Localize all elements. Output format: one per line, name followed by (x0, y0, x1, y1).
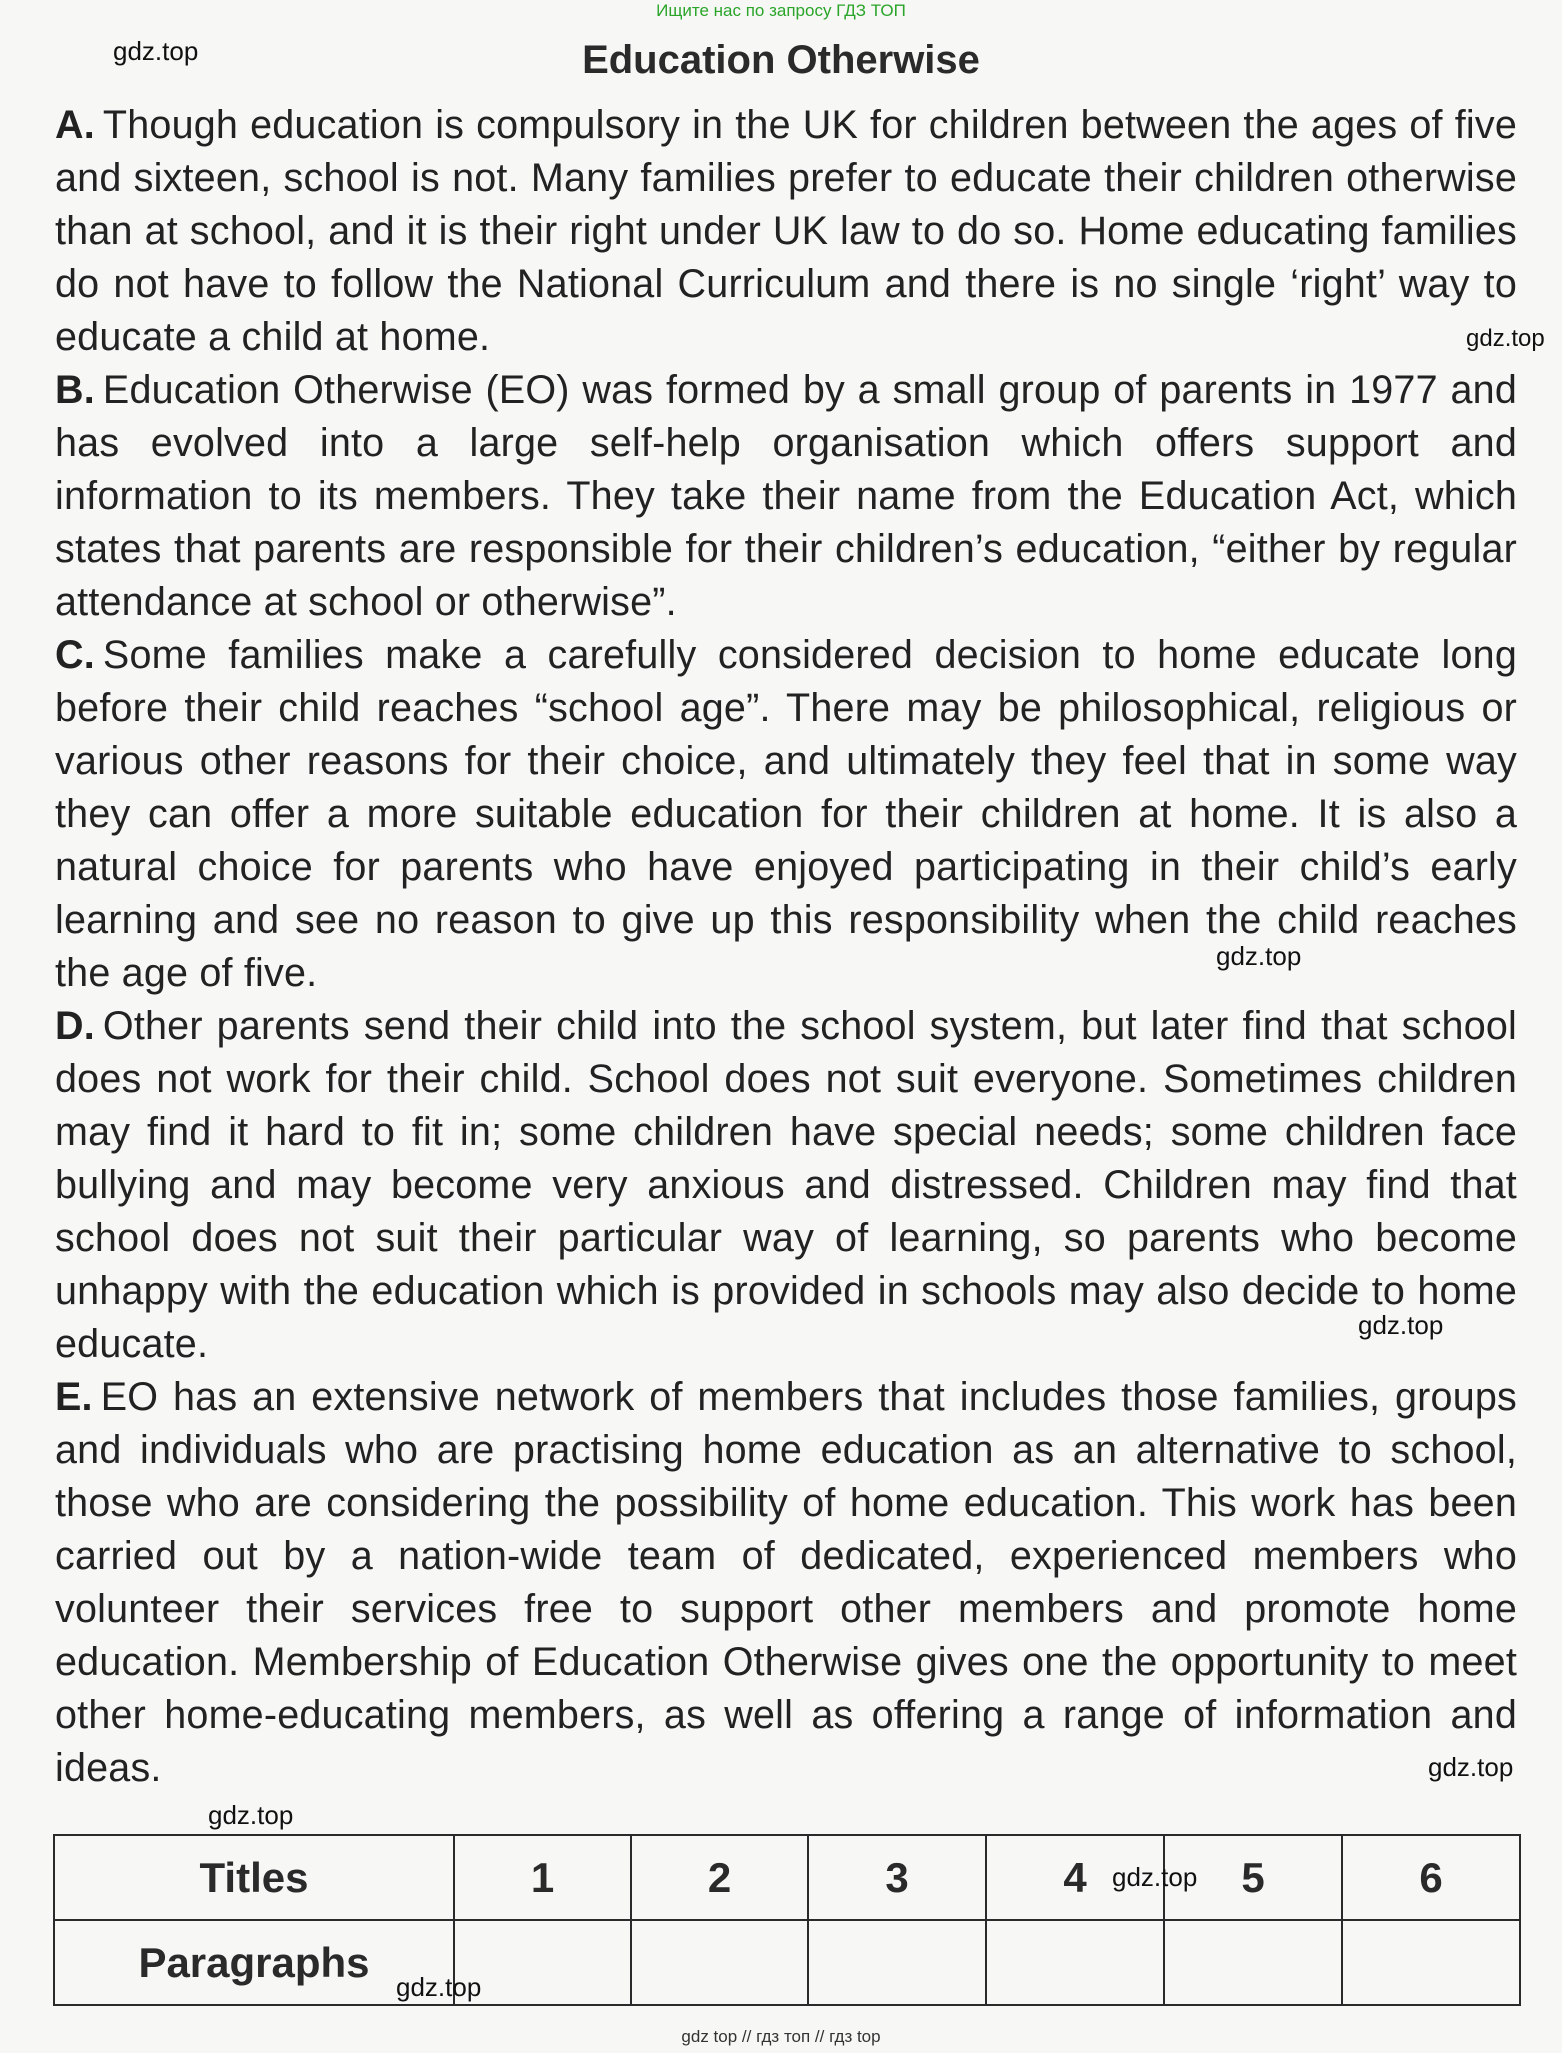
paragraph-d (55, 1000, 1517, 1371)
table-header-cell: 4 (986, 1835, 1164, 1920)
paragraph-letter: C. (55, 633, 95, 677)
paragraph-b (55, 364, 1517, 629)
watermark: gdz.top (396, 1972, 482, 2002)
answer-cell[interactable] (1164, 1920, 1342, 2005)
paragraph-letter: A. (55, 103, 95, 147)
watermark: gdz.top (1216, 941, 1302, 971)
watermark: gdz.top (208, 1800, 294, 1830)
table-header-cell: 1 (454, 1835, 631, 1920)
paragraph-e (55, 1371, 1517, 1795)
article-body (55, 99, 1517, 1795)
watermark: gdz.top (1112, 1862, 1198, 1892)
answer-table (53, 1834, 1521, 2006)
answer-cell[interactable] (1342, 1920, 1520, 2005)
paragraph-c (55, 629, 1517, 1000)
table-header-cell: 3 (808, 1835, 986, 1920)
table-header-titles: Titles (54, 1835, 454, 1920)
watermark: gdz.top (1466, 325, 1545, 352)
paragraph-text: Though education is compulsory in the UK for children between the ages of five and sixteen, school is not. Many families prefer to educate their children otherwise than at school, and it is their right under UK law to do so. Home educating families do not have to follow the National Curriculum and there is no single ‘right’ way to educate a child at home. (55, 103, 1517, 359)
top-banner: Ищите нас по запросу ГДЗ ТОП (656, 1, 906, 20)
table-header-cell: 6 (1342, 1835, 1520, 1920)
paragraph-text: EO has an extensive network of members that includes those families, groups and individuals who are practising home education as an alternative to school, those who are considering the possibility of home education. This work has been carried out by a nation-wide team of dedicated, experienced members who volunteer their services free to support other members and promote home education. Membership of Education Otherwise gives one the opportunity to meet other home-educating members, as well as offering a range of information and ideas. (55, 1375, 1517, 1790)
watermark: gdz.top (113, 36, 199, 66)
table-header-cell: 5 (1164, 1835, 1342, 1920)
paragraph-letter: E. (55, 1375, 93, 1419)
table-header-paragraphs: Paragraphs (54, 1920, 454, 2005)
answer-cell[interactable] (986, 1920, 1164, 2005)
footer-links: gdz top // гдз топ // гдз top (681, 2027, 881, 2046)
table-row-paragraphs (54, 1920, 1520, 2005)
table-header-cell: 2 (631, 1835, 808, 1920)
watermark: gdz.top (1358, 1310, 1444, 1340)
paragraph-letter: D. (55, 1004, 95, 1048)
page-title: Education Otherwise (582, 38, 980, 82)
table-row-titles (54, 1835, 1520, 1920)
watermark: gdz.top (1428, 1752, 1514, 1782)
paragraph-text: Other parents send their child into the school system, but later find that school does not work for their child. School does not suit everyone. Sometimes children may find it hard to fit in; some children have special needs; some children face bullying and may become very anxious and distressed. Children may find that school does not suit their particular way of learning, so parents who become unhappy with the education which is provided in schools may also decide to home educate. (55, 1004, 1517, 1366)
paragraph-text: Some families make a carefully considered decision to home educate long before their child reaches “school age”. There may be philosophical, religious or various other reasons for their choice, and ultimately they feel that in some way they can offer a more suitable education for their children at home. It is also a natural choice for parents who have enjoyed participating in their child’s early learning and see no reason to give up this responsibility when the child reaches the age of five. (55, 633, 1517, 995)
paragraph-text: Education Otherwise (EO) was formed by a small group of parents in 1977 and has evolved into a large self-help organisation which offers support and information to its members. They take their name from the Education Act, which states that parents are responsible for their children’s education, “either by regular attendance at school or otherwise”. (55, 368, 1517, 624)
paragraph-a (55, 99, 1517, 364)
answer-cell[interactable] (631, 1920, 808, 2005)
paragraph-letter: B. (55, 368, 95, 412)
answer-cell[interactable] (808, 1920, 986, 2005)
